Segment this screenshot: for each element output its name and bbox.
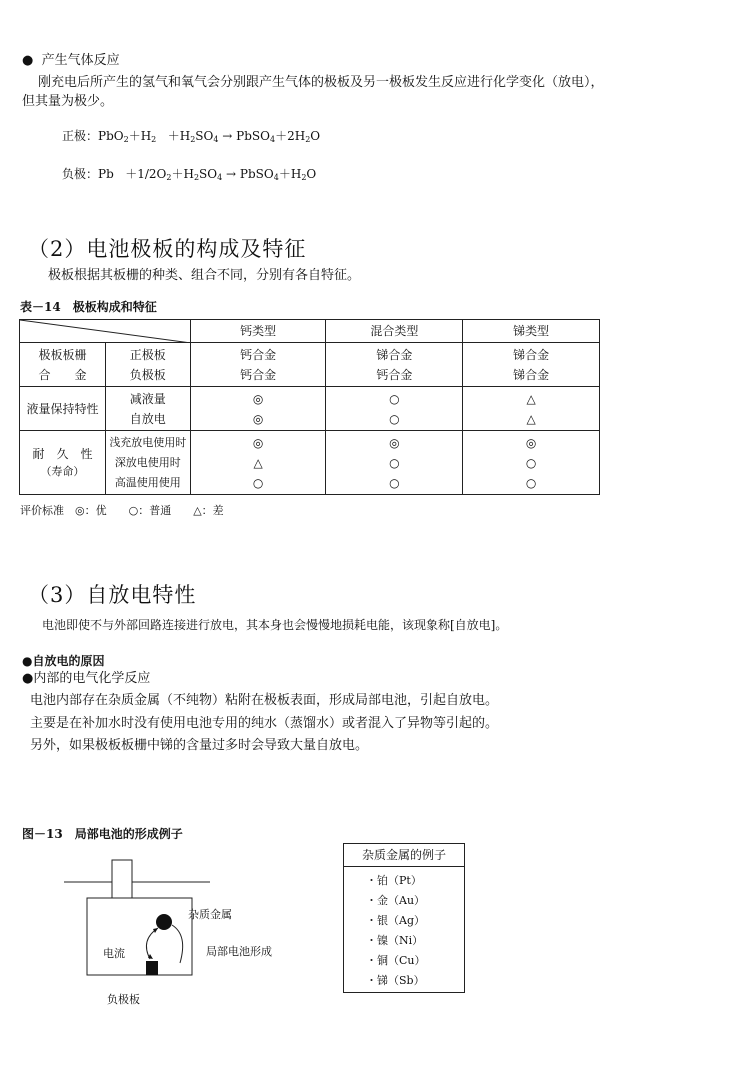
impurity-item-sb: ・锑（Sb）	[366, 974, 425, 987]
label-impurity: 杂质金属	[188, 908, 232, 921]
section2-heading: （2）电池极板的构成及特征	[28, 237, 307, 261]
impurity-metal-dot	[156, 914, 172, 930]
section3-line3: 另外，如果极板板栅中锑的含量过多时会导致大量自放电。	[30, 738, 369, 753]
cell-alloy-antimony: 锑合金 锑合金	[463, 343, 600, 387]
row-sub-liquid: 减液量 自放电	[105, 387, 190, 431]
impurity-item-pt: ・铂（Pt）	[366, 874, 422, 887]
impurity-box-title: 杂质金属的例子	[344, 844, 464, 867]
row-group-alloy: 极板板栅 合 金	[20, 343, 106, 387]
equation-positive: 正极：$PbO_2+H_2$ $+H_2SO_4$ → $PbSO_4+2H_2O$	[62, 129, 321, 144]
section3-line1: 电池内部存在杂质金属（不纯物）粘附在极板表面，形成局部电池，引起自放电。	[30, 693, 499, 708]
plate-characteristics-table	[19, 319, 600, 495]
cell-alloy-hybrid: 锑合金 钙合金	[326, 343, 463, 387]
evaluation-legend: 评价标准 ◎：优 ○：普通 △：差	[20, 504, 224, 517]
bullet-dot-icon: ●	[22, 53, 34, 68]
negative-plate-block	[146, 961, 158, 975]
impurity-item-ni: ・镍（Ni）	[366, 934, 424, 947]
label-local-battery: 局部电池形成	[206, 945, 272, 958]
col-header-calcium: 钙类型	[190, 320, 326, 343]
cell-durability-hybrid: ◎ ○ ○	[326, 431, 463, 495]
current-arrow-icon	[153, 928, 158, 933]
plate-lug	[112, 860, 132, 898]
row-group-liquid: 液量保持特性	[20, 387, 106, 431]
section3-intro: 电池即使不与外部回路连接进行放电，其本身也会慢慢地损耗电能，该现象称[自放电]。	[42, 618, 508, 632]
cell-liquid-hybrid: ○ ○	[326, 387, 463, 431]
equation-negative: 负极：Pb $+1/2O_2+H_2SO_4$ → $PbSO_4+H_2O$	[62, 167, 317, 182]
impurity-item-ag: ・银（Ag）	[366, 914, 425, 927]
arrow-icon: →	[226, 167, 237, 181]
row-group-durability: 耐 久 性 （寿命）	[20, 431, 106, 495]
gas-bullet-title: ● 产生气体反应	[22, 53, 120, 68]
row-sub-durability: 浅充放电使用时 深放电使用时 高温使用使用	[105, 431, 190, 495]
cell-alloy-calcium: 钙合金 钙合金	[190, 343, 326, 387]
section3-line2: 主要是在补加水时没有使用电池专用的纯水（蒸馏水）或者混入了异物等引起的。	[30, 716, 499, 731]
impurity-item-au: ・金（Au）	[366, 894, 426, 907]
cell-liquid-antimony: △ △	[463, 387, 600, 431]
impurity-item-cu: ・铜（Cu）	[366, 954, 426, 967]
plate-outline	[87, 898, 192, 975]
circuit-arc-right	[172, 925, 183, 963]
bullet-reaction: ●内部的电气化学反应	[22, 671, 151, 686]
label-current: 电流	[103, 947, 125, 960]
current-arrow-icon	[148, 954, 153, 959]
table-caption: 表－14 极板构成和特征	[20, 300, 157, 314]
gas-para-line1: 刚充电后所产生的氢气和氧气会分别跟产生气体的极板及另一极板发生反应进行化学变化（放电），	[38, 75, 604, 90]
gas-para-line2: 但其量为极少。	[22, 94, 114, 109]
cell-durability-calcium: ◎ △ ○	[190, 431, 326, 495]
cell-liquid-calcium: ◎ ◎	[190, 387, 326, 431]
bullet-cause: ●自放电的原因	[22, 654, 105, 668]
circuit-arc-left	[146, 928, 158, 959]
section3-heading: （3）自放电特性	[28, 583, 197, 607]
arrow-icon: →	[222, 129, 233, 143]
diagonal-line	[20, 320, 191, 343]
row-sub-alloy: 正极板 负极板	[105, 343, 190, 387]
label-negative-plate: 负极板	[107, 993, 140, 1006]
cell-durability-antimony: ◎ ○ ○	[463, 431, 600, 495]
col-header-antimony: 锑类型	[463, 320, 600, 343]
col-header-hybrid: 混合类型	[326, 320, 463, 343]
figure-caption: 图－13 局部电池的形成例子	[22, 827, 183, 841]
table-corner-cell	[20, 320, 191, 343]
section2-intro: 极板根据其板栅的种类、组合不同，分别有各自特征。	[48, 268, 361, 283]
impurity-examples-box	[343, 843, 465, 993]
